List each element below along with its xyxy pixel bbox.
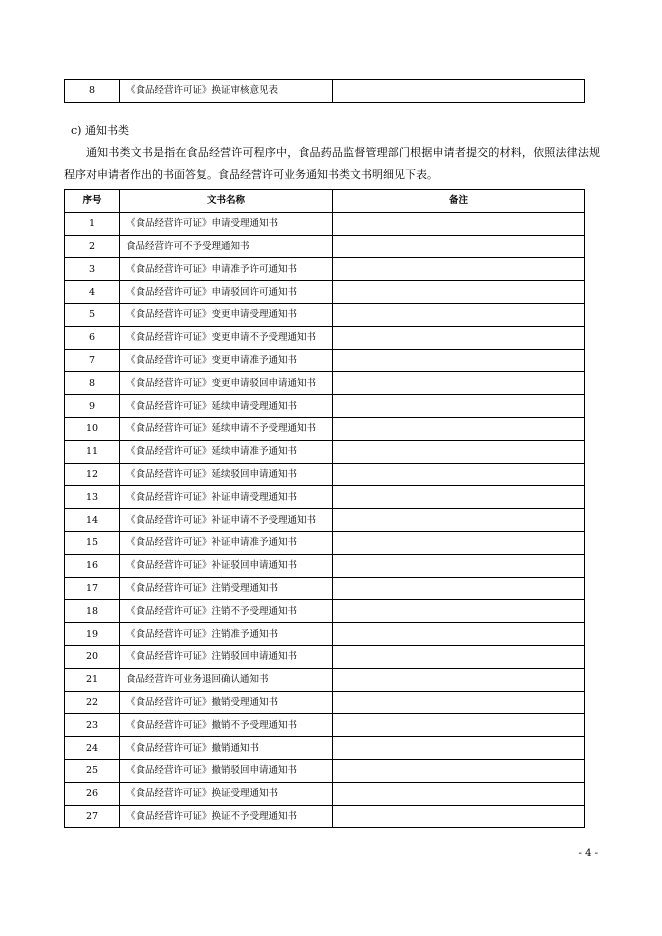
remark-cell (333, 554, 585, 577)
document-name: 《食品经营许可证》申请受理通知书 (120, 212, 333, 235)
document-name: 《食品经营许可证》注销准予通知书 (120, 623, 333, 646)
row-number: 10 (65, 417, 120, 440)
section-paragraph: 通知书类文书是指在食品经营许可程序中，食品药品监督管理部门根据申请者提交的材料，依照法律法规程序对申请者作出的书面答复。食品经营许可业务通知书类文书明细见下表。 (64, 146, 600, 181)
remark-cell (333, 691, 585, 714)
row-number: 18 (65, 600, 120, 623)
row-number: 15 (65, 531, 120, 554)
table-row (65, 737, 585, 760)
row-number: 4 (65, 281, 120, 304)
row-number: 3 (65, 258, 120, 281)
row-number: 26 (65, 782, 120, 805)
document-name: 《食品经营许可证》注销驳回申请通知书 (120, 645, 333, 668)
header-remark: 备注 (333, 190, 585, 213)
remark-cell (333, 668, 585, 691)
page-number: - 4 - (578, 848, 598, 859)
document-name: 《食品经营许可证》换证审核意见表 (120, 80, 333, 103)
row-number: 8 (65, 80, 120, 103)
row-number: 11 (65, 440, 120, 463)
document-name: 《食品经营许可证》补证申请准予通知书 (120, 531, 333, 554)
document-name: 《食品经营许可证》撤销受理通知书 (120, 691, 333, 714)
remark-cell (333, 645, 585, 668)
document-name: 《食品经营许可证》延续驳回申请通知书 (120, 463, 333, 486)
remark-cell (333, 303, 585, 326)
row-number: 6 (65, 326, 120, 349)
document-name: 《食品经营许可证》变更申请不予受理通知书 (120, 326, 333, 349)
remark-cell (333, 509, 585, 532)
row-number: 24 (65, 737, 120, 760)
table-row (65, 805, 585, 828)
remark-cell (333, 463, 585, 486)
table-row (65, 281, 585, 304)
document-name: 《食品经营许可证》延续申请不予受理通知书 (120, 417, 333, 440)
table-row (65, 326, 585, 349)
document-name: 《食品经营许可证》申请驳回许可通知书 (120, 281, 333, 304)
remark-cell (333, 737, 585, 760)
remark-cell (333, 212, 585, 235)
document-name: 《食品经营许可证》变更申请受理通知书 (120, 303, 333, 326)
document-name: 《食品经营许可证》撤销通知书 (120, 737, 333, 760)
table-row (65, 600, 585, 623)
document-name: 《食品经营许可证》撤销不予受理通知书 (120, 714, 333, 737)
remark-cell (333, 417, 585, 440)
document-name: 《食品经营许可证》变更申请准予通知书 (120, 349, 333, 372)
table-header-row (65, 190, 585, 213)
remark-cell (333, 281, 585, 304)
row-number: 19 (65, 623, 120, 646)
row-number: 5 (65, 303, 120, 326)
remark-cell (333, 326, 585, 349)
remark-cell (333, 395, 585, 418)
table-row (65, 531, 585, 554)
row-number: 14 (65, 509, 120, 532)
row-number: 21 (65, 668, 120, 691)
table-row (65, 645, 585, 668)
table-row (65, 212, 585, 235)
table-row (65, 463, 585, 486)
table-row (65, 782, 585, 805)
remark-cell (333, 759, 585, 782)
document-name: 《食品经营许可证》延续申请受理通知书 (120, 395, 333, 418)
remark-cell (333, 440, 585, 463)
table-row (65, 80, 585, 103)
header-number: 序号 (65, 190, 120, 213)
document-name: 食品经营许可不予受理通知书 (120, 235, 333, 258)
row-number: 8 (65, 372, 120, 395)
document-name: 《食品经营许可证》补证驳回申请通知书 (120, 554, 333, 577)
remark-cell (333, 600, 585, 623)
row-number: 17 (65, 577, 120, 600)
table-row (65, 486, 585, 509)
table-row (65, 349, 585, 372)
remark-cell (333, 372, 585, 395)
table-row (65, 577, 585, 600)
remark-cell (333, 623, 585, 646)
document-name: 《食品经营许可证》注销不予受理通知书 (120, 600, 333, 623)
table-row (65, 440, 585, 463)
remark-cell (333, 577, 585, 600)
table-row (65, 554, 585, 577)
row-number: 25 (65, 759, 120, 782)
header-document-name: 文书名称 (120, 190, 333, 213)
table-row (65, 668, 585, 691)
remark-cell (333, 805, 585, 828)
table-row (65, 509, 585, 532)
table-row (65, 691, 585, 714)
row-number: 2 (65, 235, 120, 258)
document-name: 《食品经营许可证》换证受理通知书 (120, 782, 333, 805)
row-number: 23 (65, 714, 120, 737)
row-number: 20 (65, 645, 120, 668)
previous-table-tail (64, 79, 585, 103)
row-number: 27 (65, 805, 120, 828)
row-number: 9 (65, 395, 120, 418)
document-name: 食品经营许可业务退回确认通知书 (120, 668, 333, 691)
table-row (65, 759, 585, 782)
remark-cell (333, 782, 585, 805)
document-name: 《食品经营许可证》变更申请驳回申请通知书 (120, 372, 333, 395)
row-number: 7 (65, 349, 120, 372)
remark-cell (333, 486, 585, 509)
document-name: 《食品经营许可证》注销受理通知书 (120, 577, 333, 600)
remark-cell (333, 714, 585, 737)
remark-cell (333, 80, 585, 103)
document-name: 《食品经营许可证》换证不予受理通知书 (120, 805, 333, 828)
remark-cell (333, 531, 585, 554)
table-row (65, 235, 585, 258)
notice-documents-table (64, 189, 585, 828)
table-row (65, 417, 585, 440)
table-row (65, 303, 585, 326)
row-number: 12 (65, 463, 120, 486)
row-number: 1 (65, 212, 120, 235)
table-row (65, 714, 585, 737)
row-number: 13 (65, 486, 120, 509)
remark-cell (333, 235, 585, 258)
document-name: 《食品经营许可证》撤销驳回申请通知书 (120, 759, 333, 782)
section-heading: c) 通知书类 (71, 124, 129, 137)
document-name: 《食品经营许可证》申请准予许可通知书 (120, 258, 333, 281)
document-name: 《食品经营许可证》补证申请受理通知书 (120, 486, 333, 509)
table-row (65, 395, 585, 418)
document-name: 《食品经营许可证》补证申请不予受理通知书 (120, 509, 333, 532)
table-row (65, 258, 585, 281)
row-number: 16 (65, 554, 120, 577)
document-name: 《食品经营许可证》延续申请准予通知书 (120, 440, 333, 463)
row-number: 22 (65, 691, 120, 714)
remark-cell (333, 258, 585, 281)
remark-cell (333, 349, 585, 372)
table-row (65, 623, 585, 646)
table-row (65, 372, 585, 395)
